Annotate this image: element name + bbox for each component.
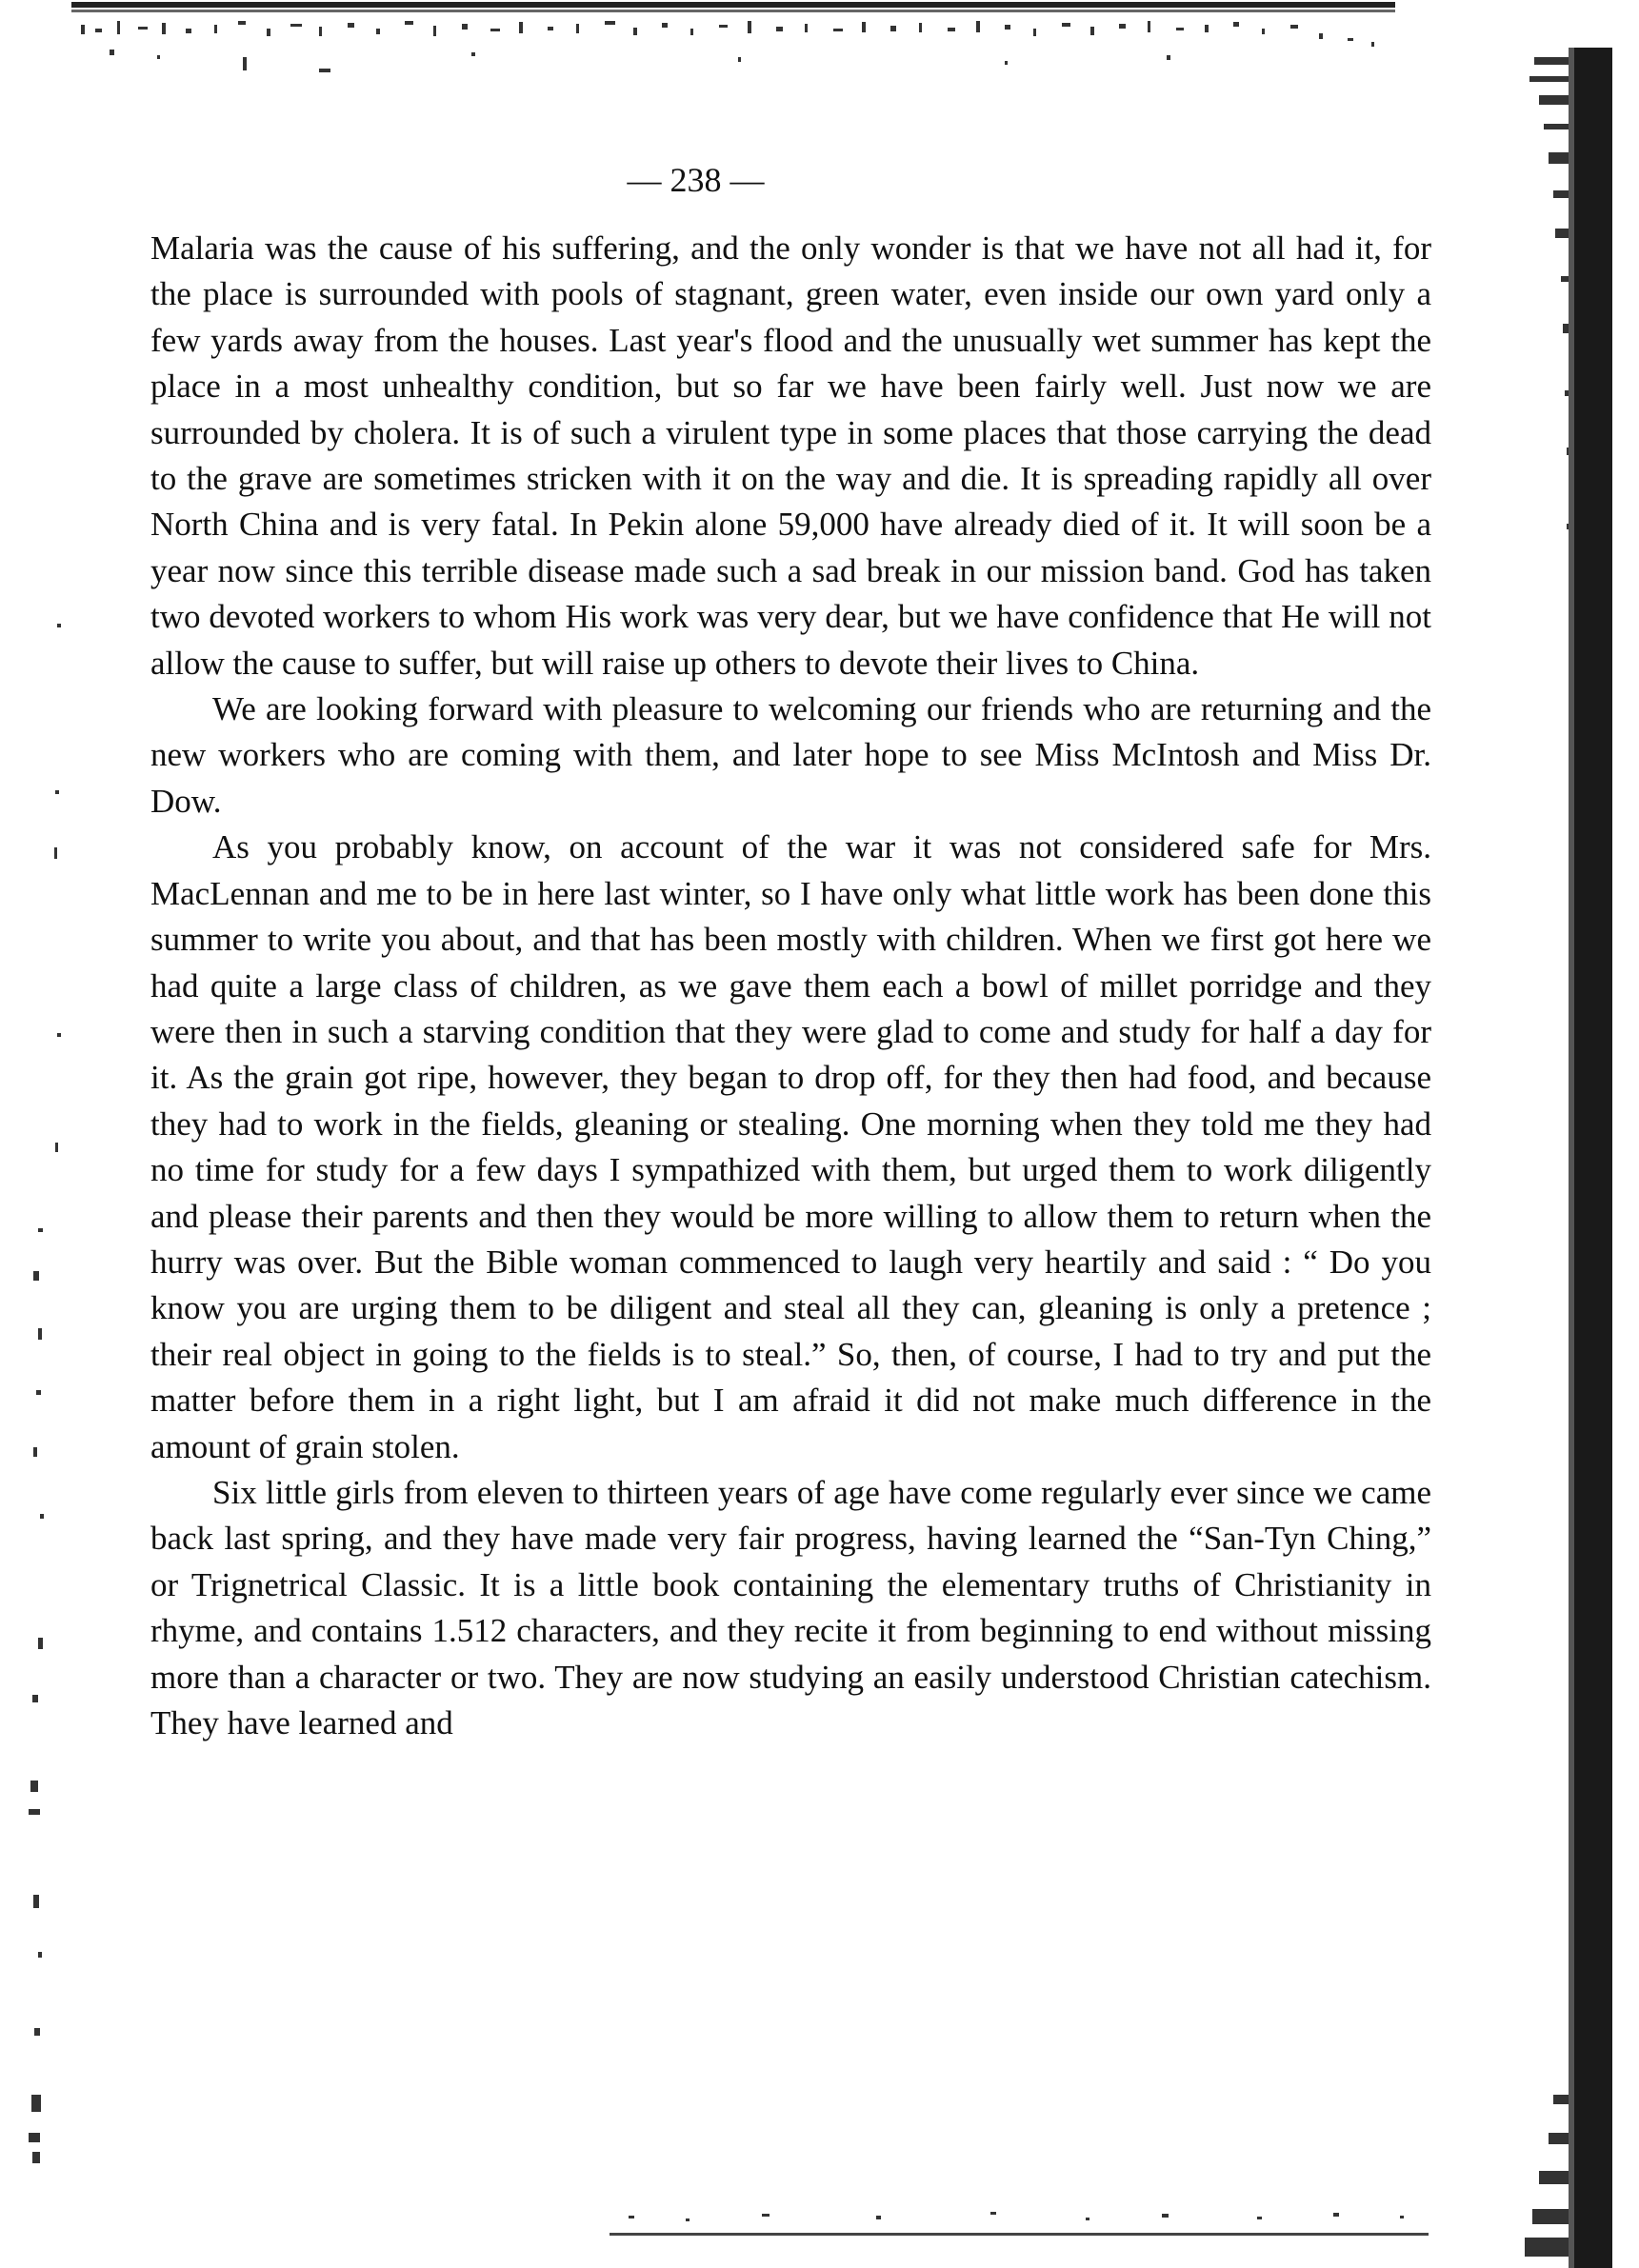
body-text (150, 226, 1431, 1746)
paragraph: As you probably know, on account of the war it was not considered safe for Mrs. MacLennan and me to be in here last winter, so I have only what little work has been done this summer to write you about, and that has been mostly with children. When we first got here we had quite a large class of children, as we gave them each a bowl of millet porridge and they were then in such a starving condition that they were glad to come and study for half a day for it. As the grain got ripe, however, they began to drop off, for they then had food, and because they had to work in the fields, gleaning or stealing. One morning when they told me they had no time for study for a few days I sympathized with them, but urged them to work diligently and please their parents and then they would be more willing to allow them to return when the hurry was over. But the Bible woman commenced to laugh very heartily and said : “ Do you know you are urging them to be diligent and steal all they can, gleaning is only a pretence ; their real object in going to the fields is to steal.” So, then, of course, I had to try and put the matter before them in a right light, but I am afraid it did not make much difference in the amount of grain stolen. (150, 828, 1431, 1465)
scan-noise-bottom (590, 2195, 1543, 2252)
page-number: — 238 — (627, 161, 765, 199)
paragraph: Six little girls from eleven to thirteen years of age have come regularly ever since we came back last spring, and they have made very fair progress, having learned the “San-Tyn Ching,” or Trignetrical Classic. It is a little book containing the elementary truths of Christianity in rhyme, and contains 1.512 characters, and they recite it from beginning to end without missing more than a character or two. They are now studying an easily understood Christian catechism. They have learned and (150, 1473, 1431, 1741)
scan-noise-left (0, 0, 95, 2268)
paragraph: Malaria was the cause of his suffering, and the only wonder is that we have not all had it, for the place is surrounded with pools of stagnant, green water, even inside our own yard only a few yards away from the houses. Last year's flood and the unusually wet summer has kept the place in a most unhealthy condition, but so far we have been fairly well. Just now we are surrounded by cholera. It is of such a virulent type in some places that those carrying the dead to the grave are sometimes stricken with it on the way and die. It is spreading rapidly all over North China and is very fatal. In Pekin alone 59,000 have already died of it. It will soon be a year now since this terrible disease made such a sad break in our mission band. God has taken two devoted workers to whom His work was very dear, but we have confidence that He will not allow the cause to suffer, but will raise up others to devote their lives to China. (150, 229, 1431, 682)
scan-edge-right (1496, 48, 1639, 2268)
scan-noise-top (71, 0, 1395, 105)
paragraph: We are looking forward with pleasure to welcoming our friends who are returning and the new workers who are coming with them, and later hope to see Miss McIntosh and Miss Dr. Dow. (150, 690, 1431, 820)
